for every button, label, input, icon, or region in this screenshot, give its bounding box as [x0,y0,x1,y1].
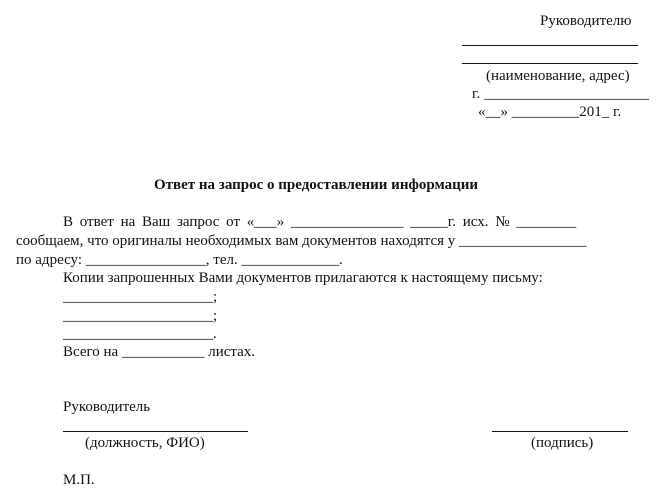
name-address-caption: (наименование, адрес) [486,68,630,84]
body-line-1: В ответ на Ваш запрос от «___» _______________ _____г. исх. № ________ [63,214,577,230]
addressee-line-2 [462,63,638,64]
position-name-line [63,431,248,432]
body-line-3: по адресу: ________________, тел. _____________. [16,252,343,268]
list-item: ____________________. [63,326,217,342]
total-pages-line: Всего на ___________ листах. [63,344,256,360]
list-item: ____________________; [63,308,218,324]
body-line-4: Копии запрошенных Вами документов прилагаются к настоящему письму: [63,270,543,286]
city-line: г. ______________________ [472,86,649,102]
body-line-2: сообщаем, что оригиналы необходимых вам документов находятся у _________________ [16,233,587,249]
signature-line [492,431,628,432]
signer-role: Руководитель [63,399,151,415]
list-item: ____________________; [63,289,218,305]
position-name-caption: (должность, ФИО) [85,435,205,451]
addressee-label: Руководителю [540,13,632,29]
document-title: Ответ на запрос о предоставлении информации [154,177,478,193]
stamp-place: М.П. [63,472,95,488]
addressee-line-1 [462,45,638,46]
date-line: «__» _________201_ г. [478,104,622,120]
signature-caption: (подпись) [531,435,594,451]
